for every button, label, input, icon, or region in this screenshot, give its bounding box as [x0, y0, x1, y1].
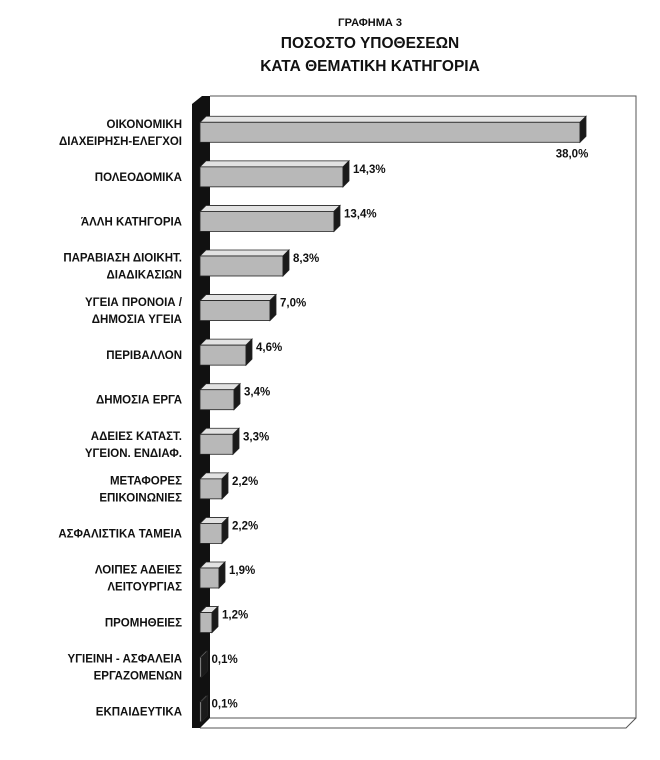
bar-top-face — [200, 384, 240, 390]
bar-front-face — [200, 479, 222, 499]
category-label: ΕΡΓΑΖΟΜΕΝΩΝ — [93, 670, 182, 683]
bar — [200, 428, 239, 454]
value-label: 8,3% — [293, 253, 320, 265]
bar — [200, 607, 218, 633]
value-label: 2,2% — [232, 520, 259, 533]
category-label: ΕΚΠΑΙΔΕΥΤΙΚΑ — [95, 706, 182, 719]
bar-top-face — [200, 205, 340, 211]
bar-front-face — [200, 390, 234, 410]
category-label: ΜΕΤΑΦΟΡΕΣ — [109, 475, 182, 488]
category-label: ΥΓΕΙΟΝ. ΕΝΔΙΑΦ. — [84, 447, 182, 460]
bar-front-face — [200, 568, 219, 588]
category-label: ΠΡΟΜΗΘΕΙΕΣ — [104, 617, 182, 630]
plot-frame — [210, 96, 636, 718]
bar-top-face — [200, 339, 252, 345]
value-label: 0,1% — [211, 698, 238, 711]
bar — [200, 205, 340, 231]
chart-title — [260, 17, 480, 75]
bar — [200, 517, 228, 543]
category-label: ΑΣΦΑΛΙΣΤΙΚΑ ΤΑΜΕΙΑ — [58, 528, 182, 541]
bar-top-face — [200, 161, 349, 167]
category-label: ΠΟΛΕΟΔΟΜΙΚΑ — [94, 171, 182, 184]
value-label: 0,1% — [211, 654, 238, 667]
category-label: ΥΓΙΕΙΝΗ - ΑΣΦΑΛΕΙΑ — [67, 653, 182, 666]
bar-front-face — [200, 167, 343, 187]
bar — [200, 250, 289, 276]
bar-front-face — [200, 301, 270, 321]
value-label: 1,9% — [229, 565, 256, 577]
plot-floor — [200, 718, 636, 728]
bar-front-face — [200, 345, 246, 365]
bar-top-face — [200, 250, 289, 256]
category-label: ΑΔΕΙΕΣ ΚΑΤΑΣΤ. — [90, 430, 182, 443]
category-label: ΟΙΚΟΝΟΜΙΚΗ — [106, 118, 182, 131]
bar-front-face — [200, 613, 212, 633]
bar-front-face — [200, 434, 233, 454]
chart-title-line-3: ΚΑΤΑ ΘΕΜΑΤΙΚΗ ΚΑΤΗΓΟΡΙΑ — [260, 58, 480, 75]
bar-front-face — [200, 211, 334, 231]
chart-title-line-2: ΠΟΣΟΣΤΟ ΥΠΟΘΕΣΕΩΝ — [280, 35, 460, 52]
value-label: 38,0% — [555, 148, 589, 161]
category-label: ΆΛΛΗ ΚΑΤΗΓΟΡΙΑ — [80, 216, 182, 229]
category-label: ΛΕΙΤΟΥΡΓΙΑΣ — [107, 581, 182, 594]
bar-front-face — [200, 523, 222, 543]
bar — [200, 339, 252, 365]
category-label: ΠΑΡΑΒΙΑΣΗ ΔΙΟΙΚΗΤ. — [63, 252, 182, 265]
bar — [200, 116, 586, 142]
category-label: ΕΠΙΚΟΙΝΩΝΙΕΣ — [99, 492, 182, 505]
category-label: ΔΙΑΧΕΙΡΗΣΗ-ΕΛΕΓΧΟΙ — [58, 135, 182, 148]
category-label: ΠΕΡΙΒΑΛΛΟΝ — [106, 350, 182, 363]
bar-series — [200, 116, 586, 721]
value-label: 3,3% — [243, 431, 270, 444]
axis-side-wall — [192, 96, 210, 728]
value-label: 1,2% — [222, 609, 249, 622]
value-label: 7,0% — [280, 297, 307, 310]
category-label: ΔΗΜΟΣΙΑ ΕΡΓΑ — [96, 394, 182, 407]
bar-top-face — [200, 116, 586, 122]
bar-front-face — [200, 122, 580, 142]
bar — [200, 161, 349, 187]
bar — [200, 295, 276, 321]
value-label: 2,2% — [232, 475, 259, 488]
category-label: ΛΟΙΠΕΣ ΑΔΕΙΕΣ — [94, 564, 182, 577]
category-label: ΔΗΜΟΣΙΑ ΥΓΕΙΑ — [91, 314, 182, 327]
category-label: ΥΓΕΙΑ ΠΡΟΝΟΙΑ / — [84, 297, 182, 310]
category-label: ΔΙΑΔΙΚΑΣΙΩΝ — [106, 269, 182, 282]
bar-top-face — [200, 295, 276, 301]
value-label: 3,4% — [244, 386, 271, 399]
value-label: 4,6% — [256, 342, 283, 355]
bar — [200, 473, 228, 499]
bar-top-face — [200, 428, 239, 434]
chart-title-line-1: ΓΡΑΦΗΜΑ 3 — [337, 17, 403, 29]
plot-area — [192, 96, 636, 728]
bar-front-face — [200, 256, 283, 276]
bar — [200, 384, 240, 410]
value-label: 14,3% — [353, 163, 386, 176]
bar — [200, 562, 225, 588]
value-label: 13,4% — [344, 208, 377, 221]
